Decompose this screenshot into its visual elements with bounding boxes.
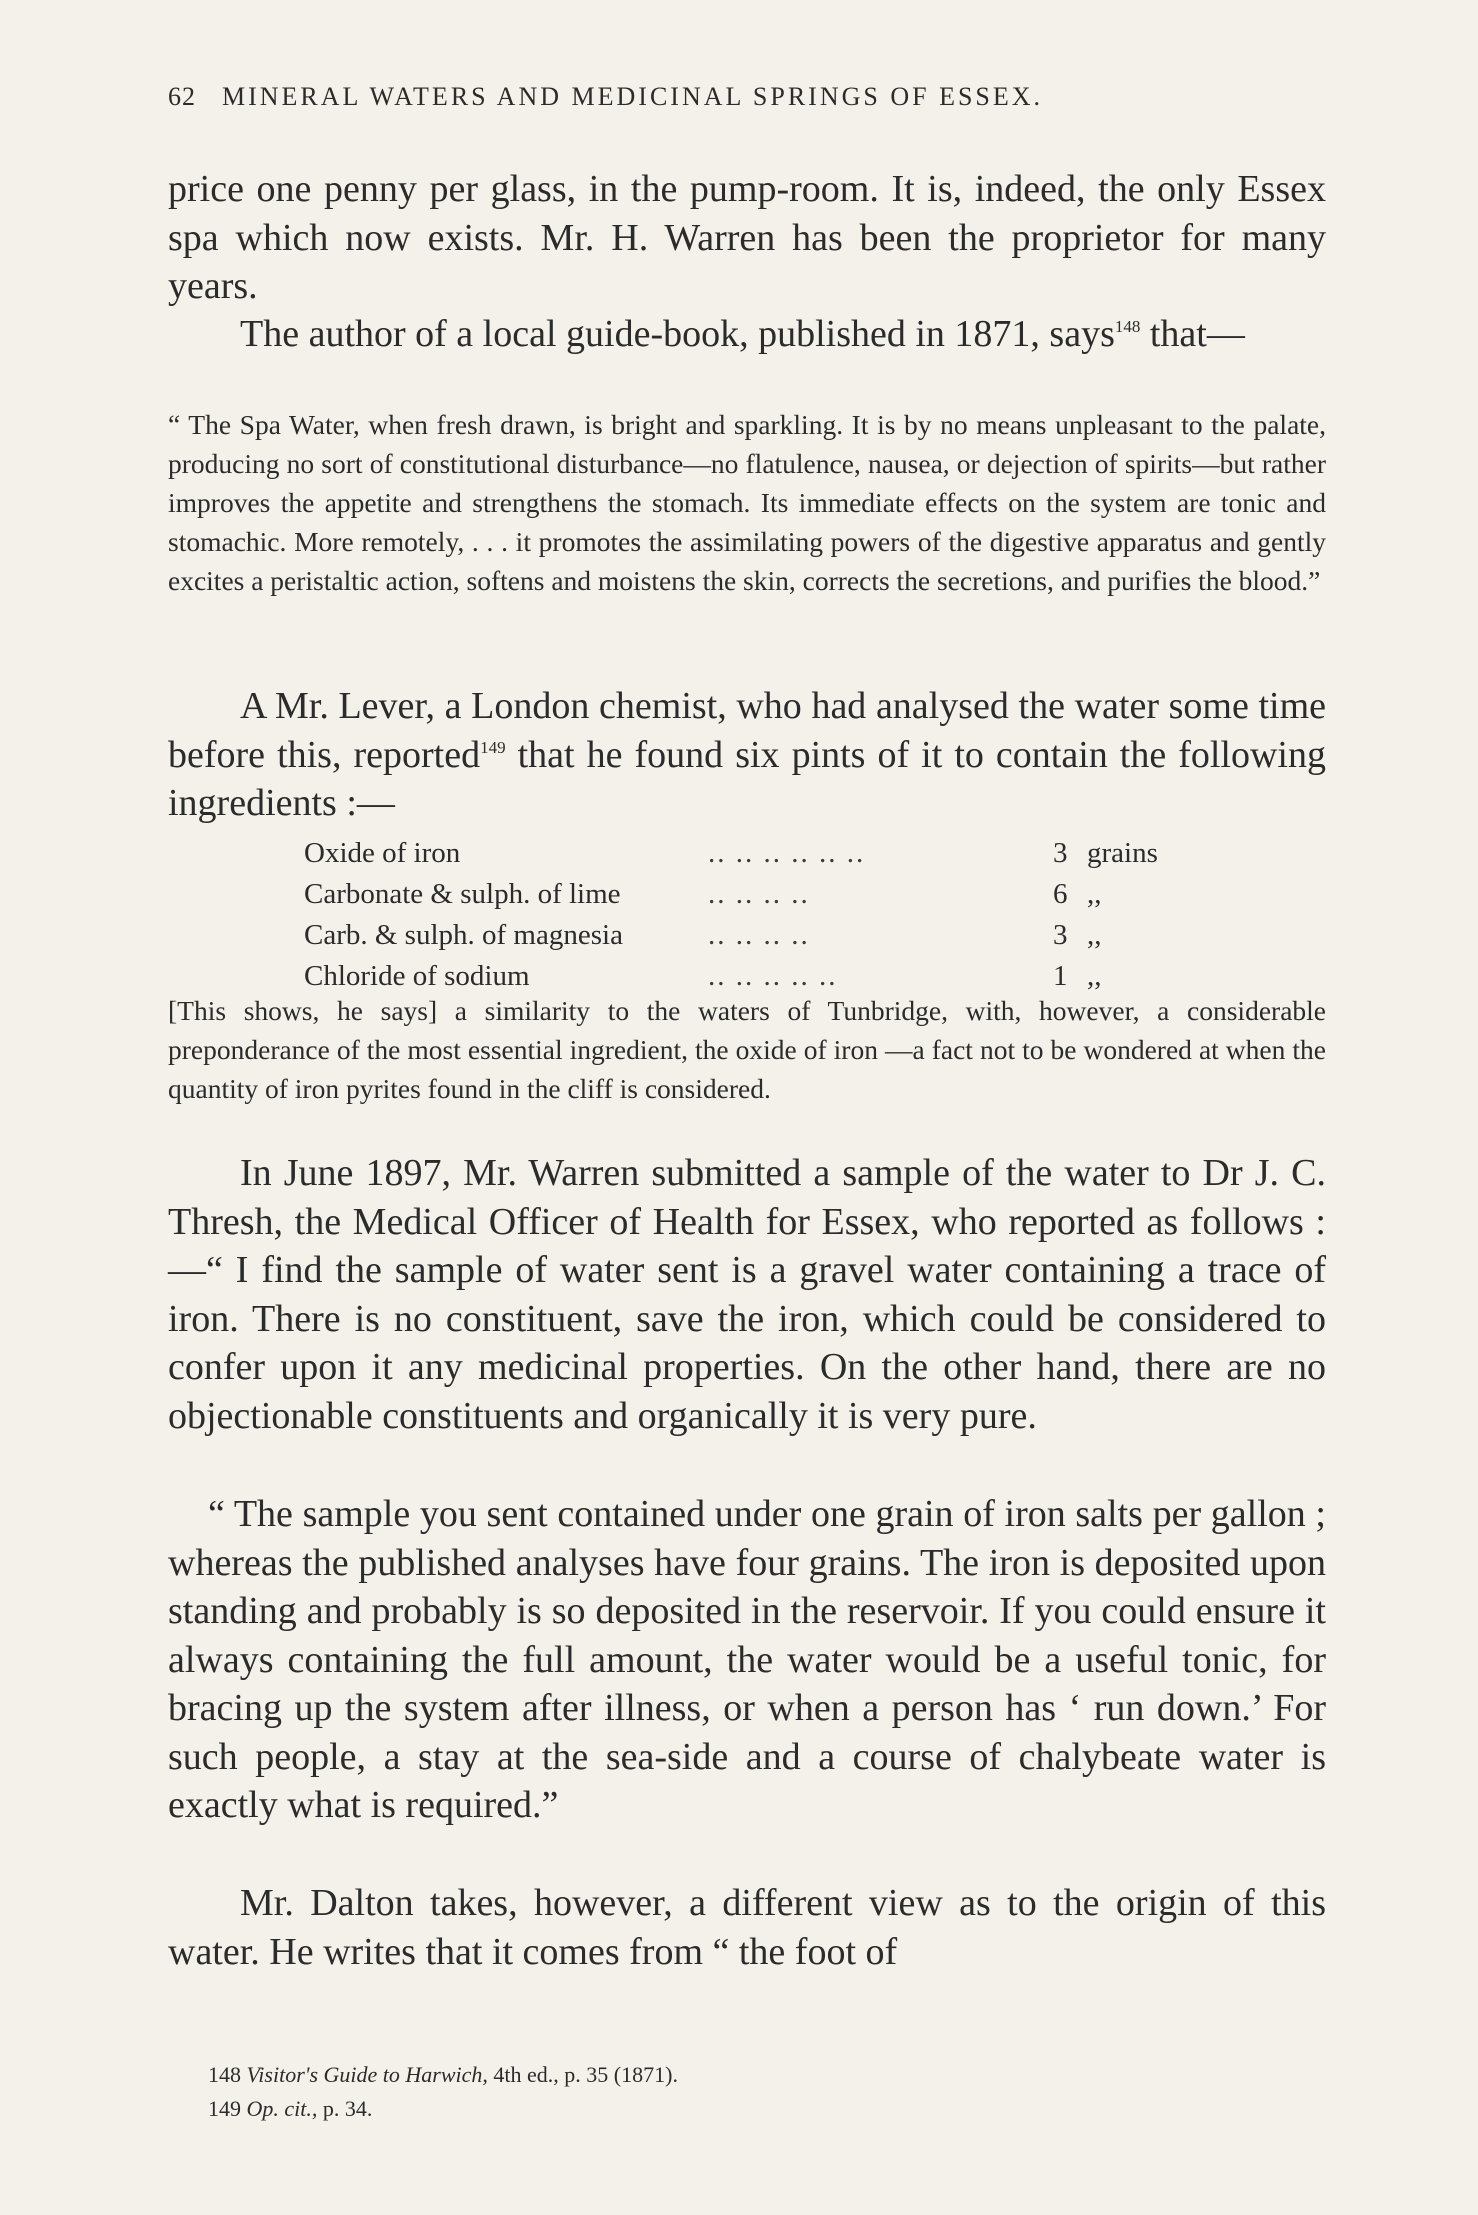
leader-dots: .. .. .. .. [708,919,810,951]
running-title: MINERAL WATERS AND MEDICINAL SPRINGS OF ESSEX. [222,82,1044,111]
ingredient-name: Carbonate & sulph. of lime [304,878,621,910]
ingredient-unit: ,, [1087,878,1102,910]
paragraph-3 [168,682,1326,828]
footnote-ref-149: 149 [480,737,506,757]
ingredient-quantity: 3 [1053,837,1068,869]
footnote-148 [208,2058,678,2092]
page-number: 62 [168,82,196,111]
paragraph-4: In June 1897, Mr. Warren submitted a sample of the water to Dr J. C. Thresh, the Medical Officer of Health for Essex, who reported as follows :—“ I find the sample of water sent is a gravel water containing a trace of iron. There is no constituent, save the iron, which could be considered to confer upon it any medicinal properties. On the other hand, there are no objectionable constituents and organically it is very pure. [168,1152,1326,1437]
paragraph-6: Mr. Dalton takes, however, a different view as to the origin of this water. He writes that it comes from “ the foot of [168,1882,1326,1973]
paragraph-5: “ The sample you sent contained under one grain of iron salts per gallon ; whereas the published analyses have four grains. The iron is deposited upon standing and probably is so deposited in the reservoir. If you could ensure it always containing the full amount, the water would be a useful tonic, for bracing up the system after illness, or when a person has ‘ run down.’ For such people, a stay at the sea-side and a course of chalybeate water is exactly what is required.” [168,1493,1326,1826]
footnotes [208,2058,678,2126]
table-row [304,833,1204,874]
footnote-ref-148: 148 [1114,317,1141,336]
ingredient-quantity: 1 [1053,960,1068,992]
ingredients-table [304,833,1204,997]
ingredient-quantity: 3 [1053,919,1068,951]
paragraph-2 [168,310,1326,359]
ingredient-name: Chloride of sodium [304,960,530,992]
paragraph-3-text: A Mr. Lever, a London chemist, who had analysed the water some time before this, reported [168,685,1326,776]
guide-book-quote: “ The Spa Water, when fresh drawn, is bright and sparkling. It is by no means unpleasant to the palate, producing no sort of constitutional disturbance—no flatulence, nausea, or dejection of spirits—but rather improves the appetite and strengthens the stomach. Its immediate effects on the system are tonic and stomachic. More remotely, . . . it promotes the assimilating powers of the digestive apparatus and gently excites a peristaltic action, softens and moistens the skin, corrects the secretions, and purifies the blood.” [168,409,1326,596]
footnote-number: 149 [208,2096,241,2121]
ingredient-name: Carb. & sulph. of magnesia [304,919,623,951]
ingredient-unit: ,, [1087,919,1102,951]
table-row [304,915,1204,956]
paragraph-3-tail: that he found six pints of it to contain the following ingredients :— [168,733,1326,824]
table-row [304,874,1204,915]
ingredient-unit: ,, [1087,960,1102,992]
ingredient-quantity: 6 [1053,878,1068,910]
paragraph-1: price one penny per glass, in the pump-room. It is, indeed, the only Essex spa which now exists. Mr. H. Warren has been the proprietor for many years. [168,168,1326,307]
footnote-detail: p. 34. [317,2096,373,2121]
ingredient-name: Oxide of iron [304,837,461,869]
leader-dots: .. .. .. .. .. .. [708,837,866,869]
footnote-detail: 4th ed., p. 35 (1871). [487,2062,678,2087]
paragraph-2-tail: that— [1140,313,1245,355]
ingredient-unit: grains [1087,837,1158,869]
leader-dots: .. .. .. .. [708,878,810,910]
running-header [168,82,1228,112]
leader-dots: .. .. .. .. .. [708,960,838,992]
tunbridge-note: [This shows, he says] a similarity to the waters of Tunbridge, with, however, a considerable preponderance of the most essential ingredient, the oxide of iron —a fact not to be wondered at when the quantity of iron pyrites found in the cliff is considered. [168,995,1326,1104]
footnote-149 [208,2092,678,2126]
footnote-title: Visitor's Guide to Harwich, [246,2062,488,2087]
paragraph-2-text: The author of a local guide-book, published in 1871, says [240,313,1115,355]
footnote-title: Op. cit., [246,2096,318,2121]
footnote-number: 148 [208,2062,241,2087]
